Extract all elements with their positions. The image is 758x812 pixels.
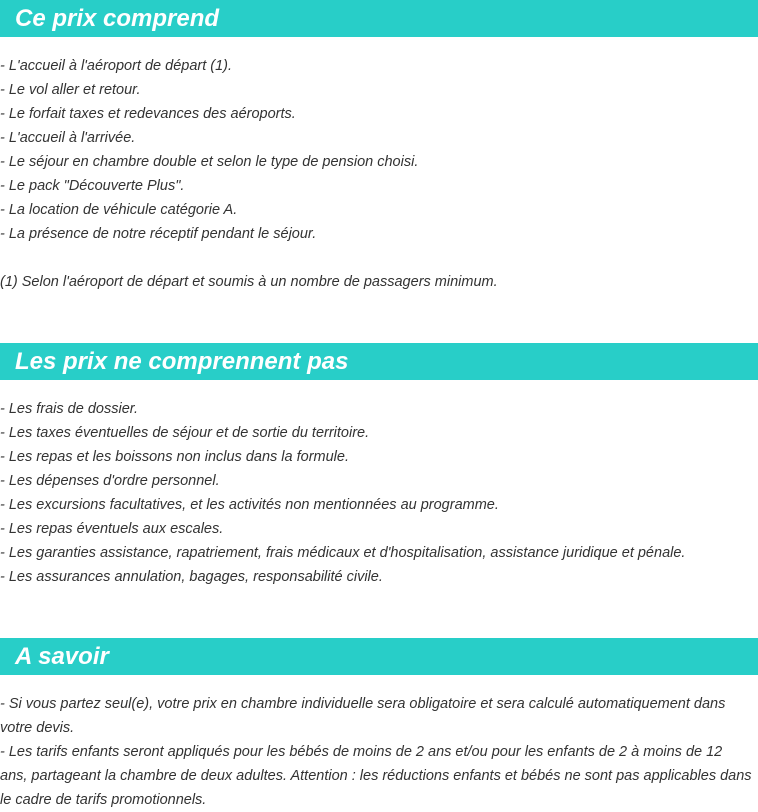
list-item: - La location de véhicule catégorie A. — [0, 202, 238, 218]
good-to-know-body — [0, 692, 758, 812]
list-item: - Le vol aller et retour. — [0, 82, 141, 98]
list-item: - Les garanties assistance, rapatriement, frais médicaux et d'hospitalisation, assistance juridique et pénale. — [0, 545, 686, 561]
spacer — [0, 246, 758, 270]
list-item: - Les dépenses d'ordre personnel. — [0, 473, 220, 489]
section-title-price-includes: Ce prix comprend — [0, 0, 758, 37]
section-title-price-excludes: Les prix ne comprennent pas — [0, 343, 758, 380]
info-paragraph: - Les tarifs enfants seront appliqués pour les bébés de moins de 2 ans et/ou pour les enfants de 2 à moins de 12 ans, partageant la chambre de deux adultes. Attention : les réductions enfants et bébés ne sont pas applicables dans le cadre de tarifs promotionnels. — [0, 744, 752, 808]
footnote: (1) Selon l'aéroport de départ et soumis à un nombre de passagers minimum. — [0, 274, 498, 290]
section-good-to-know — [0, 638, 758, 812]
price-includes-list — [0, 54, 758, 294]
list-item: - Les assurances annulation, bagages, responsabilité civile. — [0, 569, 383, 585]
info-paragraph: - Si vous partez seul(e), votre prix en chambre individuelle sera obligatoire et sera calculé automatiquement dans votre devis. — [0, 696, 726, 736]
list-item: - Le séjour en chambre double et selon le type de pension choisi. — [0, 154, 419, 170]
list-item: - La présence de notre réceptif pendant le séjour. — [0, 226, 317, 242]
list-item: - Les excursions facultatives, et les activités non mentionnées au programme. — [0, 497, 499, 513]
section-title-good-to-know: A savoir — [0, 638, 758, 675]
list-item: - Les repas éventuels aux escales. — [0, 521, 224, 537]
list-item: - Le pack "Découverte Plus". — [0, 178, 185, 194]
price-excludes-list — [0, 397, 758, 589]
section-price-includes — [0, 0, 758, 294]
section-price-excludes — [0, 343, 758, 589]
list-item: - L'accueil à l'arrivée. — [0, 130, 136, 146]
list-item: - Les frais de dossier. — [0, 401, 139, 417]
list-item: - Les taxes éventuelles de séjour et de sortie du territoire. — [0, 425, 370, 441]
list-item: - Les repas et les boissons non inclus dans la formule. — [0, 449, 349, 465]
list-item: - Le forfait taxes et redevances des aéroports. — [0, 106, 296, 122]
list-item: - L'accueil à l'aéroport de départ (1). — [0, 58, 233, 74]
